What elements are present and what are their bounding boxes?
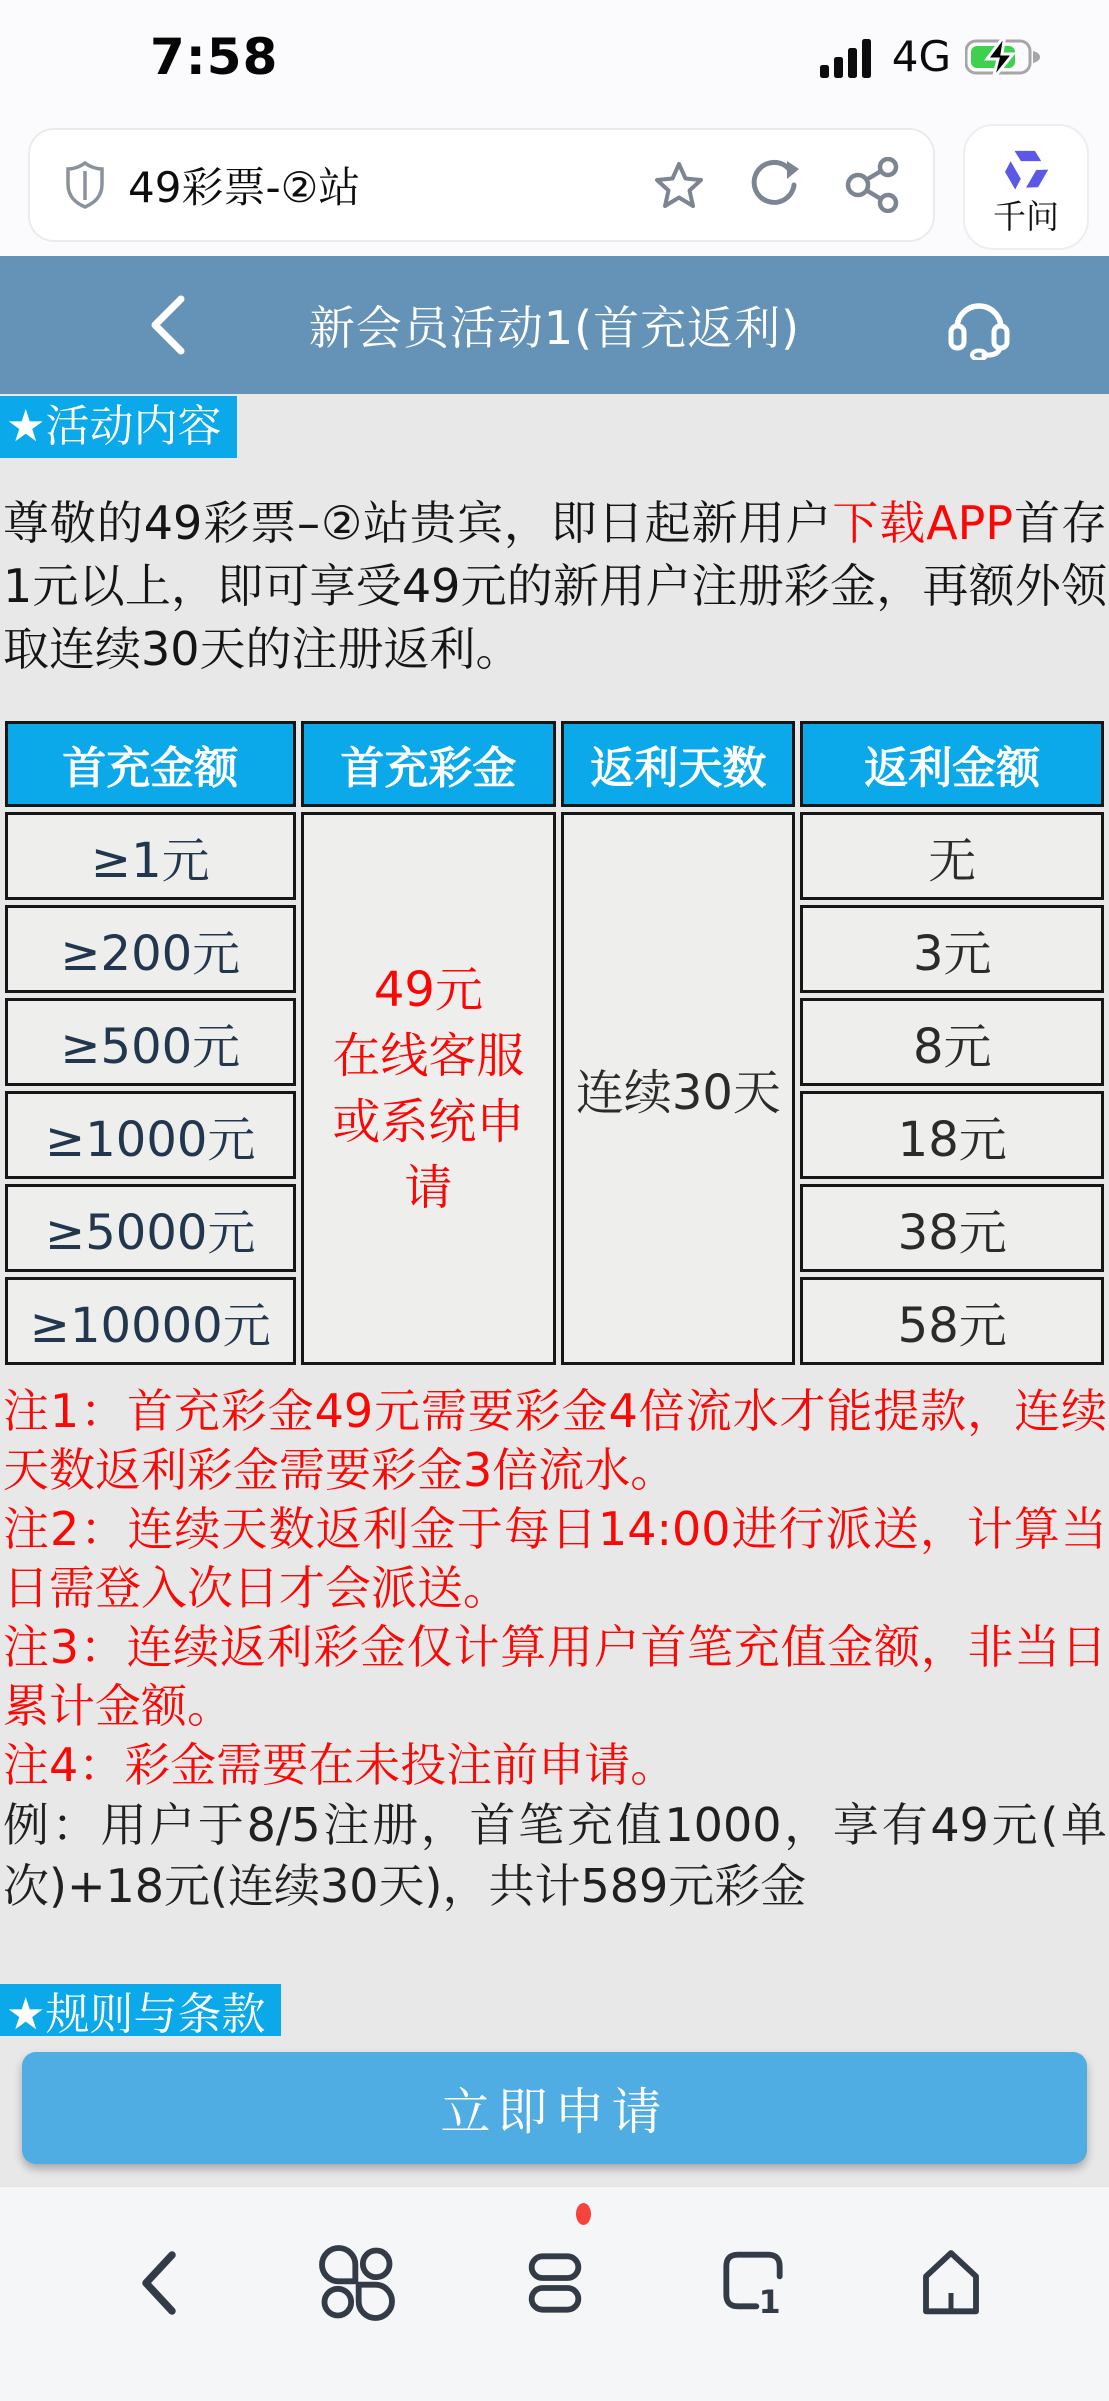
stacked-tabs-icon xyxy=(515,2243,595,2323)
bonus-method: 在线客服或系统申请 xyxy=(332,1027,525,1216)
nav-home-button[interactable] xyxy=(909,2241,993,2325)
back-chevron-icon[interactable] xyxy=(148,294,188,356)
deposit-tier-cell: ≥1000元 xyxy=(5,1091,296,1179)
page-header xyxy=(0,256,1109,394)
notes-block xyxy=(3,1382,1107,1917)
deposit-tier-cell: ≥200元 xyxy=(5,905,296,993)
bonus-merged-cell xyxy=(301,812,557,1365)
qwen-assistant-button[interactable] xyxy=(963,124,1089,250)
bookmark-star-icon[interactable] xyxy=(653,160,705,210)
browser-chrome xyxy=(0,0,1109,258)
browser-bottom-toolbar xyxy=(0,2186,1109,2401)
note-1: 注1：首充彩金49元需要彩金4倍流水才能提款，连续天数返利彩金需要彩金3倍流水。 xyxy=(3,1384,1107,1497)
rebate-table xyxy=(0,716,1109,1370)
clover-menu-icon xyxy=(317,2243,397,2323)
col-header-days: 返利天数 xyxy=(561,721,795,807)
intro-part2: 首存1元以上，即可享受49元的新用户注册彩金，再额外领取连续30天的注册返利。 xyxy=(3,496,1107,676)
back-chevron-icon xyxy=(134,2241,184,2325)
rebate-amount-cell: 58元 xyxy=(800,1277,1104,1365)
col-header-rebate: 返利金额 xyxy=(800,721,1104,807)
rebate-amount-cell: 18元 xyxy=(800,1091,1104,1179)
site-security-shield-icon xyxy=(64,160,106,210)
col-header-bonus: 首充彩金 xyxy=(301,721,557,807)
table-header-row xyxy=(5,721,1104,807)
notification-red-dot xyxy=(576,2203,591,2225)
table-row xyxy=(5,812,1104,900)
activity-intro-text xyxy=(3,492,1107,681)
nav-tab-count-button[interactable] xyxy=(711,2241,795,2325)
address-bar[interactable] xyxy=(28,128,935,242)
qwen-assistant-label: 千问 xyxy=(993,196,1059,236)
deposit-tier-cell: ≥10000元 xyxy=(5,1277,296,1365)
status-bar xyxy=(0,22,1109,88)
deposit-tier-cell: ≥500元 xyxy=(5,998,296,1086)
apply-now-button[interactable]: 立即申请 xyxy=(22,2052,1087,2164)
signal-strength-icon xyxy=(820,35,878,79)
rebate-amount-cell: 8元 xyxy=(800,998,1104,1086)
battery-charging-icon xyxy=(965,35,1043,79)
deposit-tier-cell: ≥1元 xyxy=(5,812,296,900)
nav-menu-button[interactable] xyxy=(315,2241,399,2325)
qwen-logo-icon xyxy=(995,142,1057,198)
svg-text:1: 1 xyxy=(758,2285,781,2321)
refresh-icon[interactable] xyxy=(749,159,801,211)
note-2: 注2：连续天数返利金于每日14:00进行派送，计算当日需登入次日才会派送。 xyxy=(3,1502,1107,1615)
page-title: 新会员活动1(首充返利) xyxy=(308,301,801,355)
intro-download-app-highlight[interactable]: 下载APP xyxy=(832,496,1014,550)
nav-back-button[interactable] xyxy=(117,2241,201,2325)
days-merged-cell: 连续30天 xyxy=(561,812,795,1365)
nav-multitask-button[interactable] xyxy=(513,2241,597,2325)
example-text: 例：用户于8/5注册，首笔充值1000，享有49元(单次)+18元(连续30天)，共计589元彩金 xyxy=(3,1798,1107,1913)
network-type-label: 4G xyxy=(891,32,951,81)
rebate-amount-cell: 无 xyxy=(800,812,1104,900)
note-4: 注4：彩金需要在未投注前申请。 xyxy=(3,1738,677,1792)
bonus-amount: 49元 xyxy=(373,961,483,1018)
page-url-title[interactable]: 49彩票-②站 xyxy=(128,163,361,212)
rebate-amount-cell: 3元 xyxy=(800,905,1104,993)
rebate-amount-cell: 38元 xyxy=(800,1184,1104,1272)
activity-section-tag: ★活动内容 xyxy=(0,396,237,458)
tab-counter-icon xyxy=(713,2243,793,2323)
note-3: 注3：连续返利彩金仅计算用户首笔充值金额，非当日累计金额。 xyxy=(3,1620,1107,1733)
rules-section-tag: ★规则与条款 xyxy=(0,1984,281,2036)
home-icon xyxy=(911,2243,991,2323)
deposit-tier-cell: ≥5000元 xyxy=(5,1184,296,1272)
col-header-deposit: 首充金额 xyxy=(5,721,296,807)
share-icon[interactable] xyxy=(845,157,899,213)
clock: 7:58 xyxy=(150,28,279,86)
customer-service-headset-icon[interactable] xyxy=(945,290,1013,360)
intro-part1: 尊敬的49彩票–②站贵宾，即日起新用户 xyxy=(3,496,833,550)
